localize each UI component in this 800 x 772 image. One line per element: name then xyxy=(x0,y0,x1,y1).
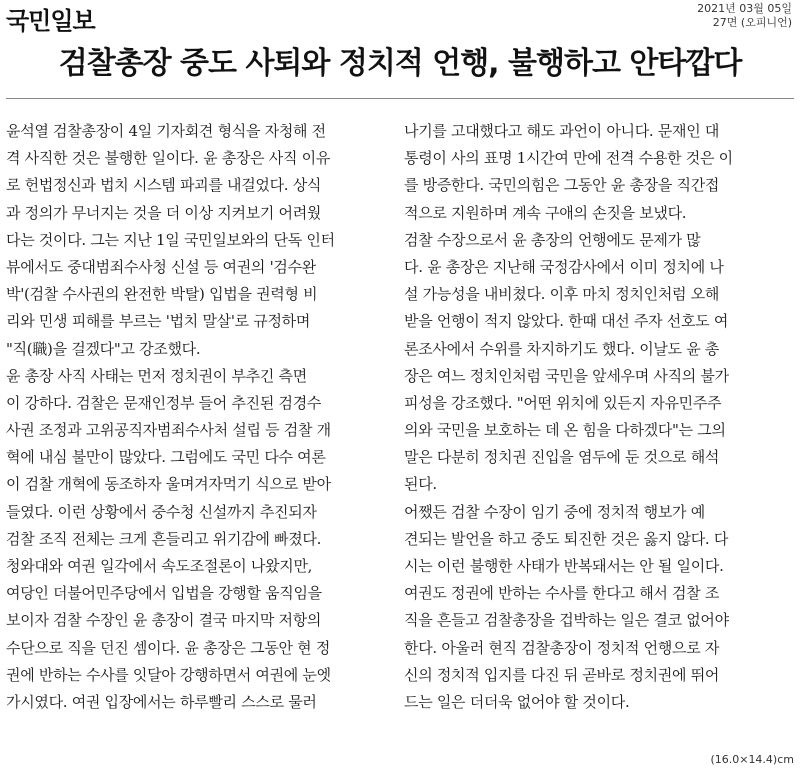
article-line: 들였다. 이런 상황에서 중수청 신설까지 추진되자 xyxy=(6,502,317,521)
article-line: 여권도 정권에 반하는 수사를 한다고 해서 검찰 조 xyxy=(404,584,720,603)
article-line: 사권 조정과 고위공직자범죄수사처 설립 등 검찰 개 xyxy=(6,421,331,440)
page-section: 27면 (오피니언) xyxy=(712,16,792,29)
article-line: 로 헌법정신과 법치 시스템 파괴를 내걸었다. 상식 xyxy=(6,176,322,195)
article-line: 가시였다. 여권 입장에서는 하루빨리 스스로 물러 xyxy=(6,692,317,711)
article-line: 직을 흔들고 검찰총장을 겁박하는 일은 결코 없어야 xyxy=(404,611,729,630)
article-line: "직(職)을 걸겠다"고 강조했다. xyxy=(6,339,201,358)
publication-date: 2021년 03월 05일 xyxy=(697,2,792,15)
article-left-column xyxy=(6,118,389,716)
article-line: 시는 이런 불행한 사태가 반복돼서는 안 될 일이다. xyxy=(404,557,724,575)
article-line: 의와 국민을 보호하는 데 온 힘을 다하겠다"는 그의 xyxy=(404,421,726,440)
article-line: 이 강하다. 검찰은 문재인정부 들어 추진된 검경수 xyxy=(6,393,322,412)
article-line: 윤 총장 사직 사태는 먼저 정치권이 부추긴 측면 xyxy=(6,366,307,385)
article-line: 검찰 수장으로서 윤 총장의 언행에도 문제가 많 xyxy=(404,230,701,249)
article-right-column xyxy=(404,118,787,716)
editorial-headline: 검찰총장 중도 사퇴와 정치적 언행, 불행하고 안타깝다 xyxy=(58,46,742,81)
article-line: 뷰에서도 중대범죄수사청 신설 등 여권의 '검수완 xyxy=(6,257,316,276)
article-line: 검찰 조직 전체는 크게 흔들리고 위기감에 빠졌다. xyxy=(6,529,322,548)
article-line: 여당인 더불어민주당에서 입법을 강행할 움직임을 xyxy=(6,584,322,603)
article-line: 한다. 아울러 현직 검찰총장이 정치적 언행으로 자 xyxy=(404,638,720,657)
article-line: 권에 반하는 수사를 잇달아 강행하면서 여권에 눈엣 xyxy=(6,665,331,684)
article-line: 수단으로 직을 던진 셈이다. 윤 총장은 그동안 현 정 xyxy=(6,638,331,657)
clipping-size: (16.0×14.4)cm xyxy=(710,753,794,766)
newspaper-masthead: 국민일보 xyxy=(6,7,95,35)
article-line: 나기를 고대했다고 해도 과언이 아니다. 문재인 대 xyxy=(404,122,720,140)
article-line: 된다. xyxy=(404,475,437,494)
publication-meta xyxy=(697,2,792,30)
article-line: 격 사직한 것은 불행한 일이다. 윤 총장은 사직 이유 xyxy=(6,149,331,168)
article-line: 통령이 사의 표명 1시간여 만에 전격 수용한 것은 이 xyxy=(404,149,733,168)
article-line: 과 정의가 무너지는 것을 더 이상 지켜보기 어려웠 xyxy=(6,203,322,222)
article-line: 혁에 내심 불만이 많았다. 그럼에도 국민 다수 여론 xyxy=(6,448,326,467)
article-line: 견되는 발언을 하고 중도 퇴진한 것은 옳지 않다. 다 xyxy=(404,529,729,548)
article-line: 받을 언행이 적지 않았다. 한때 대선 주자 선호도 여 xyxy=(404,312,729,331)
article-line: 적으로 지원하며 계속 구애의 손짓을 보냈다. xyxy=(404,203,687,222)
article-line: 박'(검찰 수사권의 완전한 박탈) 입법을 권력형 비 xyxy=(6,285,318,304)
article-line: 장은 여느 정치인처럼 국민을 앞세우며 사직의 불가 xyxy=(404,366,729,385)
article-line: 드는 일은 더더욱 없어야 할 것이다. xyxy=(404,692,630,711)
article-line: 다. 윤 총장은 지난해 국정감사에서 이미 정치에 나 xyxy=(404,257,724,276)
article-line: 어쨌든 검찰 수장이 임기 중에 정치적 행보가 예 xyxy=(404,502,705,521)
article-line: 피성을 강조했다. "어떤 위치에 있든지 자유민주주 xyxy=(404,393,722,412)
article-line: 론조사에서 수위를 차지하기도 했다. 이날도 윤 총 xyxy=(404,339,720,358)
article-line: 신의 정치적 입지를 다진 뒤 곧바로 정치권에 뛰어 xyxy=(404,665,720,684)
article-line: 이 검찰 개혁에 동조하자 울며겨자먹기 식으로 받아 xyxy=(6,475,331,494)
article-line: 윤석열 검찰총장이 4일 기자회견 형식을 자청해 전 xyxy=(6,122,326,140)
article-line: 리와 민생 피해를 부르는 '법치 말살'로 규정하며 xyxy=(6,312,311,331)
article-line: 를 방증한다. 국민의힘은 그동안 윤 총장을 직간접 xyxy=(404,176,720,195)
article-line: 보이자 검찰 수장인 윤 총장이 결국 마지막 저항의 xyxy=(6,611,322,630)
headline-divider xyxy=(6,98,794,99)
article-line: 말은 다분히 정치권 진입을 염두에 둔 것으로 해석 xyxy=(404,448,720,467)
article-line: 설 가능성을 내비쳤다. 이후 마치 정치인처럼 오해 xyxy=(404,285,720,304)
article-line: 청와대와 여권 일각에서 속도조절론이 나왔지만, xyxy=(6,557,313,575)
article-line: 다는 것이다. 그는 지난 1일 국민일보와의 단독 인터 xyxy=(6,230,335,249)
